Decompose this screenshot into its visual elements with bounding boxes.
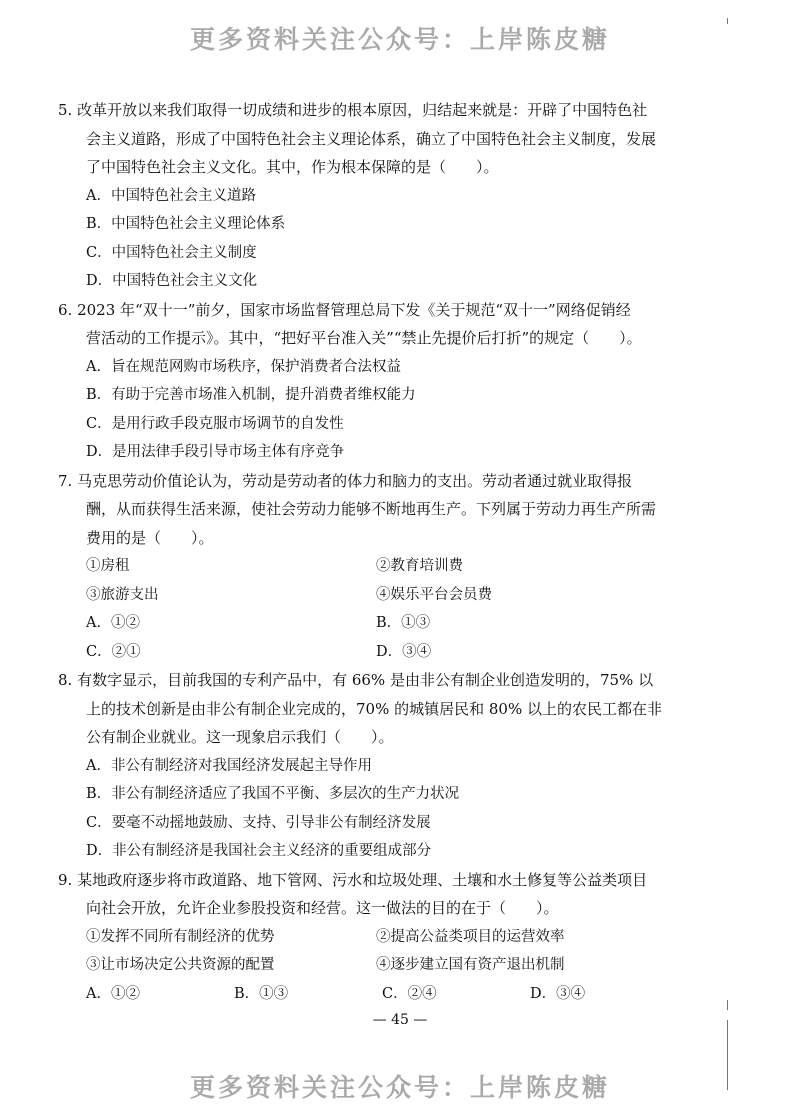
scan-edge-mark (727, 1000, 728, 1010)
option-b: B．中国特色社会主义理论体系 (86, 216, 286, 232)
item-4: ④娱乐平台会员费 (376, 586, 492, 603)
option-c: C．要毫不动摇地鼓励、支持、引导非公有制经济发展 (86, 814, 431, 831)
page-number: — 45 — (372, 1012, 428, 1028)
option-b: B．①③ (376, 615, 431, 631)
option-a: A．①② (86, 985, 140, 1002)
item-row (58, 581, 678, 610)
question-stem-line: 公有制企业就业。这一现象启示我们（ ）。 (86, 728, 394, 746)
item-row (58, 951, 678, 980)
item-row (58, 552, 678, 581)
item-1: ①发挥不同所有制经济的优势 (86, 928, 275, 945)
question-stem-line: 酬，从而获得生活来源，使社会劳动力能够不断地再生产。下列属于劳动力再生产所需 (86, 500, 657, 518)
item-row (58, 923, 678, 952)
option-d: D．③④ (376, 643, 432, 660)
question-stem-line: 5. 改革开放以来我们取得一切成绩和进步的根本原因，归结起来就是：开辟了中国特色社 (58, 101, 648, 119)
scan-edge-mark (727, 18, 728, 24)
item-1: ①房租 (86, 558, 130, 574)
question-stem-line: 9. 某地政府逐步将市政道路、地下管网、污水和垃圾处理、土壤和水土修复等公益类项目 (58, 870, 648, 889)
option-a: A．非公有制经济对我国经济发展起主导作用 (86, 757, 372, 774)
question-stem-line: 向社会开放，允许企业参股投资和经营。这一做法的目的在于（ ）。 (86, 899, 559, 917)
option-d: D．非公有制经济是我国社会主义经济的重要组成部分 (86, 843, 432, 859)
option-c: C．②④ (382, 985, 437, 1002)
choice-row (58, 980, 678, 1009)
item-3: ③让市场决定公共资源的配置 (86, 957, 275, 973)
question-stem-line: 了中国特色社会主义文化。其中，作为根本保障的是（ ）。 (86, 158, 499, 176)
question-5 (58, 96, 678, 296)
question-stem-line: 6. 2023 年“双十一”前夕，国家市场监督管理总局下发《关于规范“双十一”网络促销经 (58, 300, 631, 319)
question-list (58, 96, 678, 1008)
option-b: B．非公有制经济适应了我国不平衡、多层次的生产力状况 (86, 786, 460, 802)
choice-row (58, 609, 678, 638)
option-c: C．②① (86, 643, 141, 660)
option-b: B．有助于完善市场准入机制，提升消费者维权能力 (86, 387, 416, 403)
item-3: ③旅游支出 (86, 586, 159, 603)
option-d: D．中国特色社会主义文化 (86, 273, 258, 289)
option-c: C．是用行政手段克服市场调节的自发性 (86, 415, 344, 432)
option-c: C．中国特色社会主义制度 (86, 244, 257, 261)
question-6 (58, 296, 678, 467)
question-stem-line: 上的技术创新是由非公有制企业完成的，70% 的城镇居民和 80% 以上的农民工都在非 (86, 699, 662, 718)
item-2: ②教育培训费 (376, 558, 463, 574)
question-stem-line: 营活动的工作提示》。其中，“把好平台准入关”“禁止先提价后打折”的规定（ ）。 (86, 329, 642, 347)
question-stem-line: 8. 有数字显示，目前我国的专利产品中，有 66% 是由非公有制企业创造发明的，75% 以 (58, 671, 654, 689)
option-a: A．①② (86, 615, 140, 631)
item-4: ④逐步建立国有资产退出机制 (376, 957, 565, 973)
option-b: B．①③ (234, 985, 289, 1002)
watermark-top: 更多资料关注公众号：上岸陈皮糖 (189, 25, 610, 54)
item-2: ②提高公益类项目的运营效率 (376, 928, 565, 945)
watermark-bottom: 更多资料关注公众号：上岸陈皮糖 (189, 1073, 610, 1102)
option-a: A．中国特色社会主义道路 (86, 187, 256, 204)
option-a: A．旨在规范网购市场秩序，保护消费者合法权益 (86, 358, 401, 375)
option-d: D．是用法律手段引导市场主体有序竞争 (86, 444, 345, 460)
option-d: D．③④ (530, 985, 586, 1002)
choice-row (58, 638, 678, 667)
question-stem-line: 会主义道路，形成了中国特色社会主义理论体系，确立了中国特色社会主义制度，发展 (86, 129, 657, 148)
question-8 (58, 666, 678, 866)
question-stem-line: 费用的是（ ）。 (86, 528, 214, 547)
question-9 (58, 866, 678, 1009)
question-stem-line: 7. 马克思劳动价值论认为，劳动是劳动者的体力和脑力的支出。劳动者通过就业取得报 (58, 471, 633, 490)
question-7 (58, 467, 678, 667)
